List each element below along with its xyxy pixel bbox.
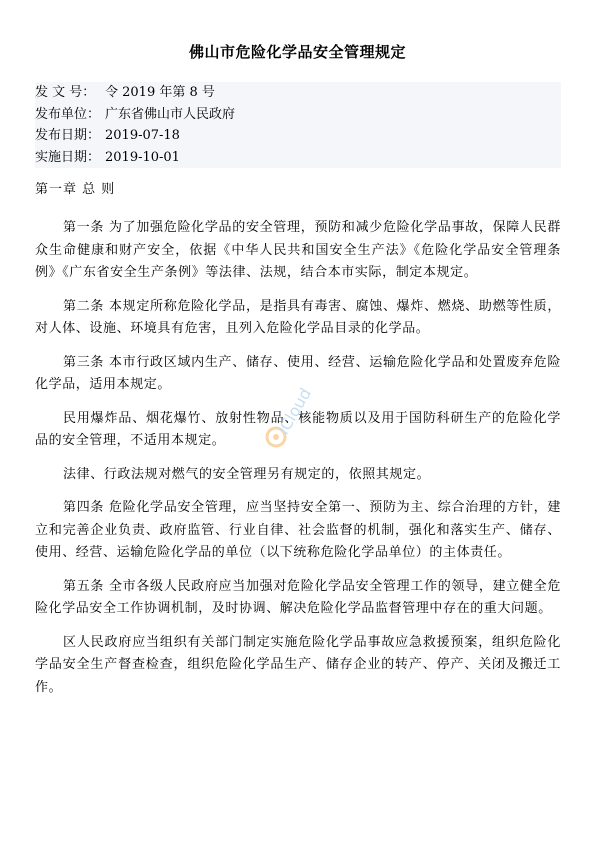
article-paragraph: 民用爆炸品、烟花爆竹、放射性物品、核能物质以及用于国防科研生产的危险化学品的安全管理，不适用本规定。 <box>35 410 561 448</box>
document-title: 佛山市危险化学品安全管理规定 <box>188 43 406 61</box>
meta-value: 令 2019 年第 8 号 <box>105 85 215 100</box>
meta-row-issue-date <box>35 125 561 147</box>
watermark-text: iCloud <box>273 385 316 438</box>
article-paragraph: 第三条 本市行政区域内生产、储存、使用、经营、运输危险化学品和处置废弃危险化学品，适用本规定。 <box>35 354 561 392</box>
article-paragraph: 第五条 全市各级人民政府应当加强对危险化学品安全管理工作的领导，建立健全危险化学品安全工作协调机制，及时协调、解决危险化学品监督管理中存在的重大问题。 <box>35 578 561 616</box>
article-paragraph: 法律、行政法规对燃气的安全管理另有规定的，依照其规定。 <box>63 466 431 482</box>
meta-label: 实施日期： <box>35 149 101 165</box>
meta-row-doc-number <box>35 82 561 104</box>
meta-label: 发布单位： <box>35 106 101 122</box>
chapter-heading: 第一章 总 则 <box>35 182 116 197</box>
article-paragraph: 第二条 本规定所称危险化学品，是指具有毒害、腐蚀、爆炸、燃烧、助燃等性质，对人体、设施、环境具有危害，且列入危险化学品目录的化学品。 <box>35 298 561 336</box>
article-paragraph: 区人民政府应当组织有关部门制定实施危险化学品事故应急救援预案，组织危险化学品安全生产督查检查，组织危险化学品生产、储存企业的转产、停产、关闭及搬迁工作。 <box>35 634 561 695</box>
article-paragraph: 第四条 危险化学品安全管理，应当坚持安全第一、预防为主、综合治理的方针，建立和完善企业负责、政府监管、行业自律、社会监督的机制，强化和落实生产、储存、使用、经营、运输危险化学品的单位（以下统称危险化学品单位）的主体责任。 <box>35 500 561 560</box>
cloud-watermark-icon <box>258 385 338 465</box>
meta-label: 发 文 号： <box>35 85 96 100</box>
meta-label: 发布日期： <box>35 128 101 143</box>
meta-value: 广东省佛山市人民政府 <box>105 106 236 122</box>
article-paragraph: 第一条 为了加强危险化学品的安全管理，预防和减少危险化学品事故，保障人民群众生命健康和财产安全，依据《中华人民共和国安全生产法》《危险化学品安全管理条例》《广东省安全生产条例》等法律、法规，结合本市实际，制定本规定。 <box>35 220 561 280</box>
document-meta-box <box>35 82 561 168</box>
meta-value: 2019-10-01 <box>105 149 180 165</box>
meta-row-issuer <box>35 104 561 126</box>
meta-row-effective-date <box>35 147 561 169</box>
meta-value: 2019-07-18 <box>105 128 180 143</box>
